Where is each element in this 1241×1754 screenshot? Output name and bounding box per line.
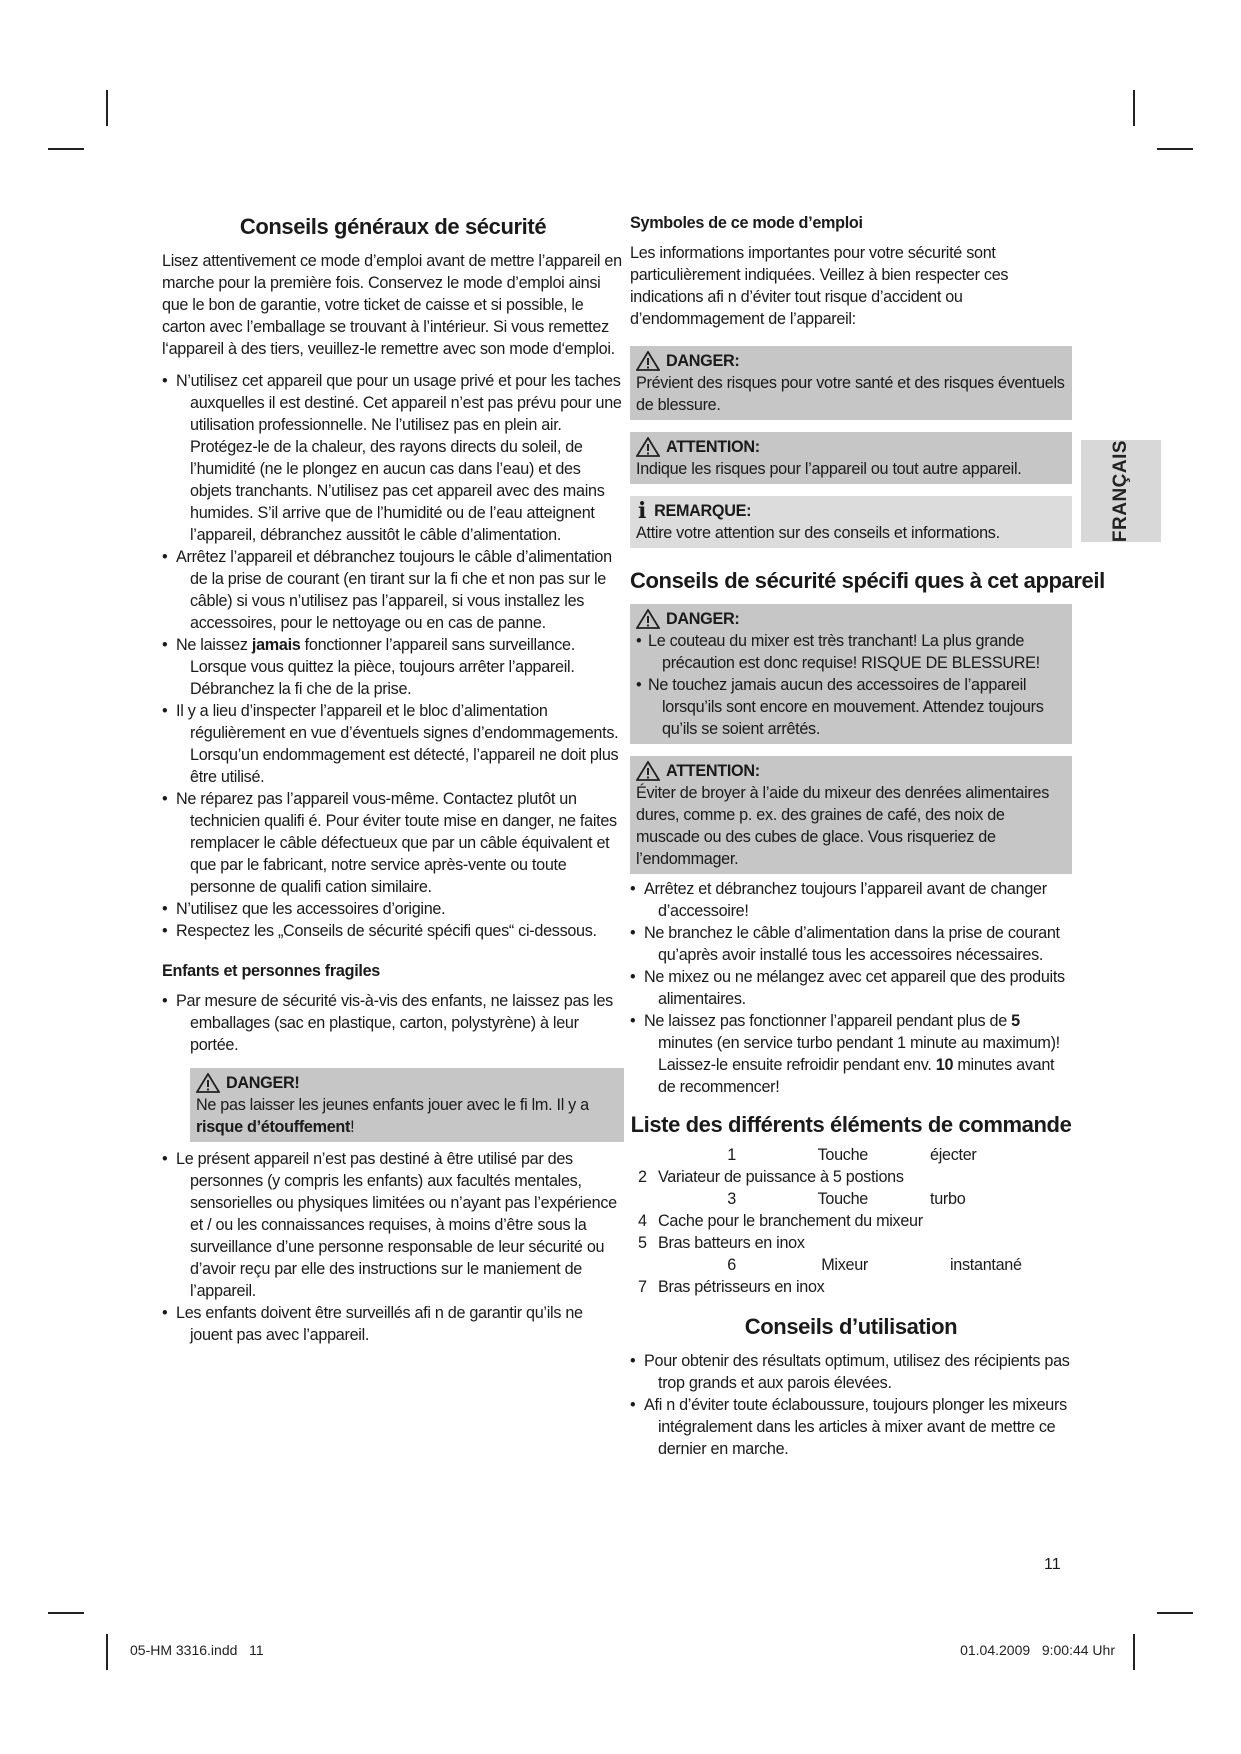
remarque-header — [636, 500, 1066, 522]
language-tab — [1081, 440, 1161, 542]
warning-icon — [636, 437, 660, 457]
danger-text-bold: risque d’étouffement — [196, 1118, 351, 1136]
danger-label: DANGER: — [666, 352, 740, 370]
never-prefix: Ne laissez — [176, 636, 252, 654]
attention-header — [636, 436, 1066, 458]
attention-label: ATTENTION: — [666, 762, 760, 780]
control-text: Cache pour le branchement du mixeur — [658, 1212, 923, 1230]
language-tab-label: FRANÇAIS — [1110, 439, 1132, 543]
remarque-text: Attire votre attention sur des conseils et informations. — [636, 524, 1000, 542]
symbols-intro: Les informations importantes pour votre sécurité sont particulièrement indiquées. Veillez à bien respecter ces indications afi n d’éviter tout risque d’accident ou d’endommagement de l’appareil: — [630, 244, 1009, 328]
control-word-b: éjecter — [930, 1146, 977, 1164]
list-item — [638, 1276, 1072, 1298]
danger-label: DANGER! — [226, 1074, 300, 1092]
danger-text-end: ! — [350, 1118, 355, 1136]
list-item: • Afi n d’éviter toute éclaboussure, toujours plonger les mixeurs intégralement dans les articles à mixer avant de mettre ce dernier en marche. — [630, 1394, 1072, 1460]
left-column — [162, 212, 624, 1346]
list-item — [638, 1188, 1072, 1210]
list-item — [638, 1254, 1072, 1276]
children-danger-box — [190, 1068, 624, 1142]
symbols-heading: Symboles de ce mode d’emploi — [630, 214, 863, 232]
control-number: 2 — [638, 1168, 647, 1186]
list-item — [162, 634, 624, 700]
control-number: 6 — [727, 1256, 736, 1274]
control-word-b: turbo — [930, 1190, 966, 1208]
specific-danger-list — [636, 630, 1066, 740]
list-item: • Les enfants doivent être surveillés afi n de garantir qu’ils ne jouent pas avec l’appareil. — [162, 1302, 624, 1346]
specific-attention-box — [630, 756, 1072, 874]
footer-timestamp: 01.04.2009 9:00:44 Uhr — [960, 1642, 1115, 1658]
danger-header — [636, 608, 1066, 630]
list-item: • Il y a lieu d’inspecter l’appareil et le bloc d’alimentation régulièrement en vue d’éventuels signes d’endommagements. Lorsqu’un endommagement est détecté, l’appareil ne doit plus être utilisé. — [162, 700, 624, 788]
control-word-a: Touche — [817, 1190, 868, 1208]
control-number: 3 — [727, 1190, 736, 1208]
list-item: • Arrêtez et débranchez toujours l’appareil avant de changer d’accessoire! — [630, 878, 1072, 922]
warning-icon — [636, 609, 660, 629]
never-suffix: fonctionner l’appareil sans surveillance. — [300, 636, 575, 654]
warning-icon — [636, 761, 660, 781]
control-number: 7 — [638, 1278, 647, 1296]
remarque-box — [630, 496, 1072, 548]
crop-mark — [48, 1612, 84, 1614]
attention-header — [636, 760, 1066, 782]
crop-mark — [1157, 1612, 1193, 1614]
usage-list — [630, 1350, 1072, 1460]
warning-icon — [636, 351, 660, 371]
time-text-e: minutes avant de recommencer! — [658, 1056, 1055, 1096]
info-icon: i — [638, 498, 647, 524]
list-item: • Pour obtenir des résultats optimum, utilisez des récipients pas trop grands et aux parois élevées. — [630, 1350, 1072, 1394]
never-bold: jamais — [251, 636, 301, 654]
time-value-10: 10 — [935, 1056, 954, 1074]
control-number: 1 — [727, 1146, 736, 1164]
specific-list — [630, 878, 1072, 1098]
control-word-a: Touche — [817, 1146, 868, 1164]
list-item: • Arrêtez l’appareil et débranchez toujours le câble d’alimentation de la prise de courant (en tirant sur la fi che et non pas sur le câble) si vous n’utilisez pas l’appareil, si vous installez les accessoires, pour le nettoyage ou en cas de panne. — [162, 546, 624, 634]
control-number: 5 — [638, 1234, 647, 1252]
list-item: • N’utilisez cet appareil que pour un usage privé et pour les taches auxquelles il est destiné. Cet appareil n’est pas prévu pour une utilisation professionnelle. Ne l’utilisez pas en plein air. Protégez-le de la chaleur, des rayons directs du soleil, de l’humidité (ne le plongez en aucun cas dans l’eau) et des objets tranchants. N’utilisez pas cet appareil avec des mains humides. S’il arrive que de l’humidité ou de l’eau atteignent l’appareil, débranchez aussitôt le câble d’alimentation. — [162, 370, 624, 546]
crop-mark — [106, 90, 108, 126]
control-word-b: instantané — [950, 1256, 1022, 1274]
attention-box — [630, 432, 1072, 484]
danger-box — [630, 346, 1072, 420]
time-text-a: Ne laissez pas fonctionner l’appareil pendant plus de — [644, 1012, 1012, 1030]
page-number: 11 — [1044, 1556, 1061, 1573]
danger-text — [196, 1094, 618, 1138]
list-item — [638, 1210, 1072, 1232]
crop-mark — [1133, 90, 1135, 126]
danger-header — [196, 1072, 618, 1094]
control-number: 4 — [638, 1212, 647, 1230]
general-safety-title: Conseils généraux de sécurité — [239, 214, 547, 239]
list-item: • Ne touchez jamais aucun des accessoires de l’appareil lorsqu’ils sont encore en mouvement. Attendez toujours qu’ils se soient arrêtés. — [636, 674, 1066, 740]
warning-icon — [196, 1073, 220, 1093]
danger-text: Prévient des risques pour votre santé et des risques éventuels de blessure. — [636, 374, 1065, 414]
control-text: Variateur de puissance à 5 postions — [658, 1168, 904, 1186]
attention-label: ATTENTION: — [666, 438, 760, 456]
crop-mark — [1157, 148, 1193, 150]
children-list-2 — [162, 1148, 624, 1346]
footer-file: 05-HM 3316.indd 11 — [130, 1642, 264, 1658]
list-item: • Le présent appareil n’est pas destiné à être utilisé par des personnes (y compris les enfants) aux facultés mentales, sensorielles ou physiques limitées ou n’ayant pas l’expérience et / ou les connaissances requises, à moins d’être sous la surveillance d’une personne responsable de leur sécurité ou d’avoir reçu par elle des instructions sur le maniement de l’appareil. — [162, 1148, 624, 1302]
specific-danger-box — [630, 604, 1072, 744]
general-safety-list — [162, 370, 624, 942]
list-item: • Ne mixez ou ne mélangez avec cet appareil que des produits alimentaires. — [630, 966, 1072, 1010]
controls-title: Liste des différents éléments de commande — [630, 1112, 1072, 1137]
list-item: • Par mesure de sécurité vis-à-vis des enfants, ne laissez pas les emballages (sac en plastique, carton, polystyrène) à leur portée. — [162, 990, 624, 1056]
control-word-a: Mixeur — [821, 1256, 868, 1274]
crop-mark — [106, 1634, 108, 1670]
right-column — [630, 212, 1105, 1460]
list-item — [638, 1232, 1072, 1254]
remarque-label: REMARQUE: — [654, 502, 752, 520]
list-item — [630, 1010, 1072, 1098]
attention-text: Éviter de broyer à l’aide du mixeur des denrées alimentaires dures, comme p. ex. des graines de café, des noix de muscade ou des cubes de glace. Vous risqueriez de l’endommager. — [636, 784, 1049, 868]
controls-list — [630, 1144, 1072, 1298]
list-item: • Ne branchez le câble d’alimentation dans la prise de courant qu’après avoir installé tous les accessoires nécessaires. — [630, 922, 1072, 966]
specific-safety-title: Conseils de sécurité spécifi ques à cet appareil — [630, 568, 1105, 593]
danger-label: DANGER: — [666, 610, 740, 628]
list-item — [638, 1166, 1072, 1188]
control-text: Bras pétrisseurs en inox — [658, 1278, 825, 1296]
time-value-5: 5 — [1011, 1012, 1020, 1030]
list-item: • N’utilisez que les accessoires d’origine. — [162, 898, 624, 920]
list-item: • Ne réparez pas l’appareil vous-même. Contactez plutôt un technicien qualifi é. Pour éviter toute mise en danger, ne faites remplacer le câble défectueux que par un câble équivalent et que par le fabricant, notre service après-vente ou toute personne de qualifi cation similaire. — [162, 788, 624, 898]
crop-mark — [48, 148, 84, 150]
crop-mark — [1133, 1634, 1135, 1670]
time-text-c: minutes (en service turbo pendant 1 minute au maximum)! Laissez-le ensuite refroidir pendant env. — [658, 1034, 1060, 1074]
list-item-text: Lorsque vous quittez la pièce, toujours arrêter l’appareil. Débranchez la fi che de la prise. — [190, 658, 575, 698]
children-list — [162, 990, 624, 1056]
usage-title: Conseils d’utilisation — [744, 1314, 958, 1339]
list-item — [638, 1144, 1072, 1166]
danger-text-main: Ne pas laisser les jeunes enfants jouer avec le fi lm. Il y a — [196, 1096, 589, 1114]
children-heading: Enfants et personnes fragiles — [162, 962, 380, 980]
list-item: • Respectez les „Conseils de sécurité spécifi ques“ ci-dessous. — [162, 920, 624, 942]
attention-text: Indique les risques pour l’appareil ou tout autre appareil. — [636, 460, 1022, 478]
list-item: • Le couteau du mixer est très tranchant! La plus grande précaution est donc requise! RISQUE DE BLESSURE! — [636, 630, 1066, 674]
control-text: Bras batteurs en inox — [658, 1234, 805, 1252]
danger-header — [636, 350, 1066, 372]
general-safety-intro: Lisez attentivement ce mode d’emploi avant de mettre l’appareil en marche pour la première fois. Conservez le mode d’emploi ainsi que le bon de garantie, votre ticket de caisse et si possible, le carton avec l’emballage se trouvant à l’intérieur. Si vous remettez l‘appareil à des tiers, veuillez-le remettre avec son mode d‘emploi. — [162, 252, 622, 358]
